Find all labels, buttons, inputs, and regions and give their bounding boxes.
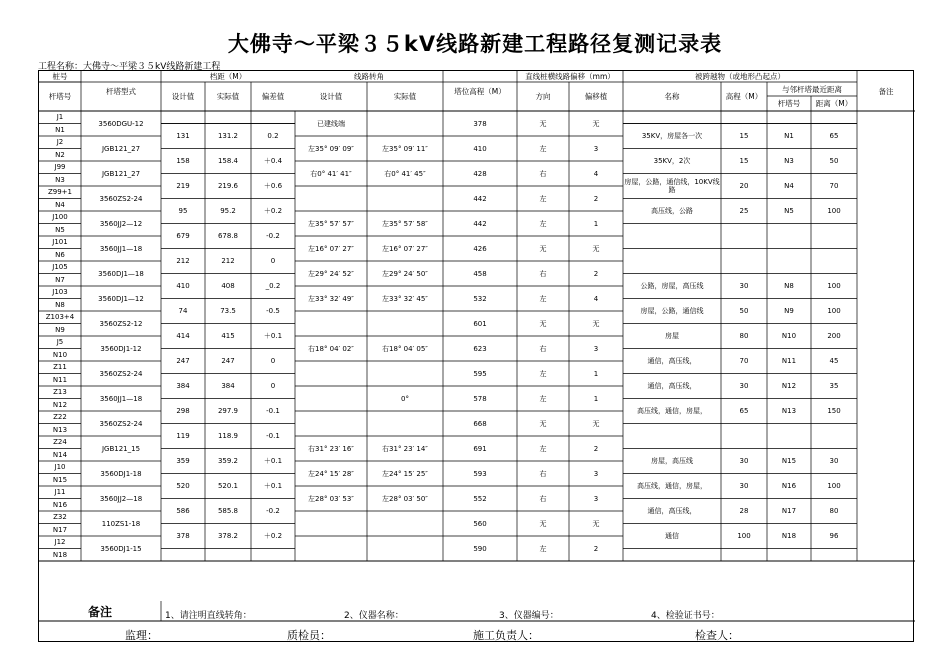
span-deviation: 0: [270, 382, 276, 390]
nearest-tower: N15: [781, 457, 797, 465]
pile-number: Z22: [53, 413, 67, 422]
project-name: 工程名称：大佛寺～平梁３５kV线路新建工程: [38, 62, 221, 72]
span-actual: 585.8: [217, 507, 239, 515]
span-design: 359: [176, 457, 190, 465]
tower-type: 3560DJ1—12: [98, 294, 144, 303]
tower-elevation: 378: [473, 119, 487, 128]
angle-actual: 右18° 04′ 05″: [382, 344, 428, 353]
tower-elevation: 595: [473, 369, 487, 378]
tower-type: 3560JJ1—18: [99, 394, 143, 403]
angle-design: 右18° 04′ 02″: [308, 344, 354, 353]
span-design: 119: [176, 432, 190, 440]
crossing-name: 通信，高压线，: [647, 507, 697, 515]
pile-number: N3: [55, 175, 65, 184]
tower-type: 3560ZS2-24: [99, 419, 143, 428]
offset-value: 1: [593, 394, 599, 403]
angle-actual: 右31° 23′ 14″: [382, 444, 428, 453]
nearest-distance: 100: [827, 282, 841, 290]
offset-value: 2: [593, 269, 599, 278]
crossing-height: 30: [739, 457, 749, 465]
nearest-tower: N9: [784, 307, 794, 315]
tower-elevation: 601: [473, 319, 487, 328]
header-angle-design: 设计值: [319, 92, 343, 101]
signature-supervisor: 监理：: [125, 629, 158, 642]
pile-number: Z32: [53, 513, 67, 522]
offset-value: 1: [593, 219, 599, 228]
offset-direction: 右: [539, 494, 547, 503]
span-design: 95: [178, 207, 188, 215]
nearest-distance: 100: [827, 307, 841, 315]
nearest-tower: N3: [784, 157, 794, 165]
header-offset-value: 偏移植: [584, 92, 608, 101]
note-instrument-number: 3、仪器编号：: [499, 611, 559, 621]
pile-number: N16: [52, 500, 68, 509]
offset-direction: 左: [539, 369, 547, 378]
nearest-tower: N1: [784, 132, 794, 140]
crossing-name: 通信，高压线，: [647, 357, 697, 365]
span-actual: 378.2: [217, 532, 239, 540]
tower-elevation: 426: [473, 244, 487, 253]
span-design: 586: [176, 507, 190, 515]
offset-direction: 左: [539, 144, 547, 153]
header-pile-no: 桩号: [52, 72, 68, 81]
nearest-tower: N17: [781, 507, 797, 515]
pile-number: N17: [52, 525, 68, 534]
offset-value: 无: [592, 119, 600, 128]
crossing-height: 25: [739, 207, 749, 215]
nearest-distance: 100: [827, 207, 841, 215]
nearest-tower: N11: [781, 357, 797, 365]
crossing-height: 80: [739, 332, 749, 340]
nearest-distance: 45: [829, 357, 839, 365]
angle-actual: 左33° 32′ 45″: [382, 294, 428, 303]
angle-actual: 左24° 15′ 25″: [382, 469, 428, 478]
offset-direction: 无: [539, 319, 547, 328]
angle-design: 左24° 15′ 28″: [308, 469, 354, 478]
span-design: 414: [176, 332, 190, 340]
span-actual: 118.9: [217, 432, 239, 440]
pile-number: Z24: [53, 438, 67, 447]
pile-number: N15: [52, 475, 68, 484]
crossing-name: 35KV，房屋各一次: [641, 132, 703, 140]
nearest-distance: 150: [827, 407, 841, 415]
span-deviation: _0.2: [265, 282, 281, 290]
offset-direction: 左: [539, 444, 547, 453]
crossing-name: 通信: [665, 532, 679, 540]
span-actual: 131.2: [217, 132, 239, 140]
span-design: 212: [176, 257, 190, 265]
pile-number: J101: [52, 238, 68, 247]
crossing-height: 50: [739, 307, 749, 315]
offset-value: 2: [593, 194, 599, 203]
span-design: 410: [176, 282, 190, 290]
pile-number: J99: [54, 163, 66, 172]
header-span-actual: 实际值: [216, 92, 240, 101]
crossing-name: 35KV，2次: [653, 157, 691, 165]
pile-number: N2: [55, 150, 65, 159]
signature-construction-lead: 施工负责人：: [473, 629, 539, 642]
span-design: 219: [176, 182, 190, 190]
tower-type: JGB121_15: [101, 444, 141, 453]
offset-value: 3: [593, 494, 599, 503]
tower-elevation: 442: [473, 194, 487, 203]
tower-elevation: 428: [473, 169, 487, 178]
tower-elevation: 552: [473, 494, 487, 503]
nearest-distance: 35: [829, 382, 839, 390]
pile-number: J105: [52, 263, 68, 272]
span-deviation: -0.2: [266, 232, 280, 240]
span-deviation: ＋0.1: [263, 457, 283, 465]
offset-value: 3: [593, 469, 599, 478]
crossing-name: 公路，房屋，高压线: [640, 282, 704, 290]
offset-direction: 左: [539, 294, 547, 303]
tower-type: 3560ZS2-24: [99, 369, 143, 378]
note-straight-angle: 1、请注明直线转角：: [165, 611, 252, 621]
crossing-height: 100: [737, 532, 751, 540]
offset-value: 无: [592, 319, 600, 328]
offset-value: 4: [593, 294, 599, 303]
pile-number: N5: [55, 225, 65, 234]
span-actual: 212: [221, 257, 235, 265]
span-deviation: -0.5: [266, 307, 280, 315]
offset-direction: 左: [539, 194, 547, 203]
header-tower-no: 杆塔号: [48, 92, 72, 101]
header-crossing: 被跨越物（或地形凸起点）: [695, 72, 785, 81]
angle-design: 右31° 23′ 16″: [308, 444, 354, 453]
offset-value: 1: [593, 369, 599, 378]
span-design: 131: [176, 132, 190, 140]
span-actual: 297.9: [217, 407, 239, 415]
pile-number: Z103+4: [45, 313, 75, 322]
span-actual: 158.4: [217, 157, 239, 165]
crossing-height: 30: [739, 482, 749, 490]
nearest-distance: 70: [829, 182, 839, 190]
span-deviation: -0.2: [266, 507, 280, 515]
tower-elevation: 590: [473, 544, 487, 553]
pile-number: N14: [52, 450, 68, 459]
span-deviation: ＋0.1: [263, 482, 283, 490]
angle-actual: 左28° 03′ 50″: [382, 494, 428, 503]
tower-type: JGB121_27: [101, 144, 141, 153]
crossing-name: 通信，高压线，: [647, 382, 697, 390]
crossing-height: 28: [739, 507, 749, 515]
signature-quality-inspector: 质检员：: [287, 629, 331, 642]
header-tower-type: 杆塔型式: [106, 86, 136, 96]
pile-number: N18: [52, 550, 68, 559]
offset-direction: 右: [539, 169, 547, 178]
offset-direction: 无: [539, 519, 547, 528]
header-nearest-dist: 距离（M）: [815, 99, 853, 108]
tower-elevation: 560: [473, 519, 487, 528]
crossing-height: 15: [739, 157, 749, 165]
span-design: 74: [178, 307, 188, 315]
angle-actual: 左35° 09′ 11″: [382, 144, 428, 153]
nearest-distance: 80: [829, 507, 839, 515]
pile-number: J11: [54, 488, 66, 497]
angle-actual: 0°: [401, 394, 409, 403]
span-actual: 219.6: [217, 182, 239, 190]
table-grid: [39, 71, 915, 643]
crossing-height: 30: [739, 382, 749, 390]
span-deviation: -0.1: [266, 432, 280, 440]
offset-direction: 右: [539, 469, 547, 478]
pile-number: N10: [52, 350, 68, 359]
pile-number: N13: [52, 425, 68, 434]
offset-direction: 无: [539, 244, 547, 253]
tower-elevation: 691: [473, 444, 487, 453]
span-actual: 678.8: [217, 232, 239, 240]
header-elevation: 塔位高程（M）: [454, 86, 506, 96]
tower-elevation: 458: [473, 269, 487, 278]
offset-direction: 左: [539, 394, 547, 403]
pile-number: J2: [56, 138, 64, 147]
span-deviation: ＋0.2: [263, 207, 283, 215]
span-deviation: ＋0.4: [263, 157, 283, 165]
angle-design: 左29° 24′ 52″: [308, 269, 354, 278]
span-actual: 95.2: [220, 207, 236, 215]
span-design: 247: [176, 357, 190, 365]
tower-type: 3560ZS2-12: [99, 319, 143, 328]
crossing-name: 房屋: [665, 332, 679, 340]
angle-design: 左28° 03′ 53″: [308, 494, 354, 503]
offset-value: 2: [593, 444, 599, 453]
remarks-label: 备注: [87, 604, 112, 619]
tower-type: 3560DJ1—18: [98, 269, 144, 278]
angle-design: 右0° 41′ 41″: [310, 169, 352, 178]
span-actual: 247: [221, 357, 235, 365]
span-actual: 384: [221, 382, 235, 390]
tower-elevation: 578: [473, 394, 487, 403]
pile-number: J10: [54, 463, 66, 472]
angle-design: 左35° 09′ 09″: [308, 144, 354, 153]
span-deviation: ＋0.2: [263, 532, 283, 540]
nearest-distance: 30: [829, 457, 839, 465]
span-design: 298: [176, 407, 190, 415]
pile-number: N4: [55, 200, 65, 209]
span-actual: 408: [221, 282, 235, 290]
angle-actual: 右0° 41′ 45″: [384, 169, 426, 178]
crossing-height: 20: [739, 182, 749, 190]
span-actual: 415: [221, 332, 235, 340]
tower-type: 3560JJ1—18: [99, 244, 143, 253]
pile-number: N8: [55, 300, 65, 309]
pile-number: J100: [52, 213, 68, 222]
span-deviation: 0.2: [267, 132, 279, 140]
header-span-design: 设计值: [171, 92, 195, 101]
crossing-name: 高压线，通信，房屋，: [637, 482, 707, 490]
tower-elevation: 532: [473, 294, 487, 303]
span-deviation: -0.1: [266, 407, 280, 415]
header-nearest-distance: 与邻杆塔最近距离: [782, 84, 842, 94]
header-remark: 备注: [878, 86, 894, 96]
tower-type: 3560ZS2-24: [99, 194, 143, 203]
angle-actual: 左29° 24′ 50″: [382, 269, 428, 278]
offset-direction: 右: [539, 269, 547, 278]
nearest-tower: N13: [781, 407, 797, 415]
span-deviation: 0: [270, 357, 276, 365]
signature-checker: 检查人：: [695, 629, 739, 642]
span-design: 679: [176, 232, 190, 240]
nearest-tower: N16: [781, 482, 797, 490]
header-crossing-height: 高程（M）: [725, 92, 763, 101]
span-deviation: 0: [270, 257, 276, 265]
span-actual: 520.1: [217, 482, 239, 490]
offset-direction: 右: [539, 344, 547, 353]
pile-number: J5: [56, 338, 64, 347]
offset-value: 无: [592, 519, 600, 528]
pile-number: J103: [52, 288, 68, 297]
pile-number: N12: [52, 400, 68, 409]
note-certificate-number: 4、检验证书号：: [651, 611, 720, 621]
tower-type: 3560JJ2—12: [99, 219, 143, 228]
pile-number: N11: [52, 375, 68, 384]
note-instrument-name: 2、仪器名称：: [344, 611, 404, 621]
crossing-height: 15: [739, 132, 749, 140]
tower-type: JGB121_27: [101, 169, 141, 178]
tower-type: 3560DJ1-18: [100, 469, 142, 478]
span-actual: 359.2: [217, 457, 239, 465]
nearest-tower: N8: [784, 282, 794, 290]
tower-elevation: 623: [473, 344, 487, 353]
span-actual: 73.5: [220, 307, 236, 315]
tower-elevation: 593: [473, 469, 487, 478]
angle-actual: 左16° 07′ 27″: [382, 244, 428, 253]
pile-number: Z99+1: [47, 188, 73, 197]
nearest-distance: 200: [827, 332, 841, 340]
offset-value: 4: [593, 169, 599, 178]
nearest-tower: N18: [781, 532, 797, 540]
offset-value: 无: [592, 244, 600, 253]
nearest-distance: 65: [829, 132, 839, 140]
crossing-name: 房屋，公路，通信线: [640, 307, 704, 315]
crossing-name: 高压线，通信，房屋，: [637, 407, 707, 415]
crossing-name: 高压线，公路: [651, 207, 693, 215]
nearest-tower: N10: [781, 332, 797, 340]
crossing-height: 70: [739, 357, 749, 365]
pile-number: J12: [54, 538, 66, 547]
nearest-tower: N12: [781, 382, 797, 390]
tower-type: 3560DJ1-15: [100, 544, 142, 553]
pile-number: N1: [55, 125, 65, 134]
pile-number: N6: [55, 250, 65, 259]
header-nearest-tower: 杆塔号: [777, 99, 801, 108]
pile-number: N7: [55, 275, 65, 284]
crossing-name: 房屋，公路，通信线，10KV线路: [624, 178, 720, 194]
angle-design: 左16° 07′ 27″: [308, 244, 354, 253]
nearest-distance: 96: [829, 532, 839, 540]
offset-direction: 无: [539, 119, 547, 128]
header-span: 档距（M）: [209, 72, 247, 81]
pile-number: N9: [55, 325, 65, 334]
nearest-tower: N5: [784, 207, 794, 215]
header-crossing-name: 名称: [664, 92, 680, 101]
angle-design: 已建线端: [317, 119, 345, 128]
span-deviation: ＋0.6: [263, 182, 283, 190]
crossing-height: 30: [739, 282, 749, 290]
offset-value: 2: [593, 544, 599, 553]
crossing-height: 65: [739, 407, 749, 415]
header-offset-direction: 方向: [535, 92, 551, 101]
document-title: 大佛寺～平梁３５kV线路新建工程路径复测记录表: [227, 32, 723, 56]
tower-elevation: 668: [473, 419, 487, 428]
offset-value: 无: [592, 419, 600, 428]
pile-number: Z11: [53, 363, 67, 372]
header-offset: 直线桩横线路偏移（mm）: [525, 72, 615, 81]
header-line-angle: 线路转角: [354, 72, 384, 81]
survey-record-table: [38, 70, 914, 642]
tower-type: 3560DGU-12: [98, 119, 144, 128]
span-design: 158: [176, 157, 190, 165]
offset-value: 3: [593, 144, 599, 153]
nearest-distance: 50: [829, 157, 839, 165]
pile-number: J1: [56, 113, 64, 122]
offset-direction: 左: [539, 544, 547, 553]
span-design: 384: [176, 382, 190, 390]
tower-type: 110ZS1-18: [101, 519, 141, 528]
offset-direction: 无: [539, 419, 547, 428]
tower-elevation: 410: [473, 144, 487, 153]
tower-elevation: 442: [473, 219, 487, 228]
tower-type: 3560JJ2—18: [99, 494, 143, 503]
span-design: 520: [176, 482, 190, 490]
span-deviation: ＋0.1: [263, 332, 283, 340]
angle-design: 左33° 32′ 49″: [308, 294, 354, 303]
tower-type: 3560DJ1-12: [100, 344, 142, 353]
span-design: 378: [176, 532, 190, 540]
angle-actual: 左35° 57′ 58″: [382, 219, 428, 228]
header-angle-actual: 实际值: [393, 92, 417, 101]
nearest-distance: 100: [827, 482, 841, 490]
crossing-name: 房屋，高压线: [651, 457, 693, 465]
pile-number: Z13: [53, 388, 67, 397]
header-span-deviation: 偏差值: [261, 92, 285, 101]
offset-direction: 左: [539, 219, 547, 228]
nearest-tower: N4: [784, 182, 794, 190]
offset-value: 3: [593, 344, 599, 353]
angle-design: 左35° 57′ 57″: [308, 219, 354, 228]
